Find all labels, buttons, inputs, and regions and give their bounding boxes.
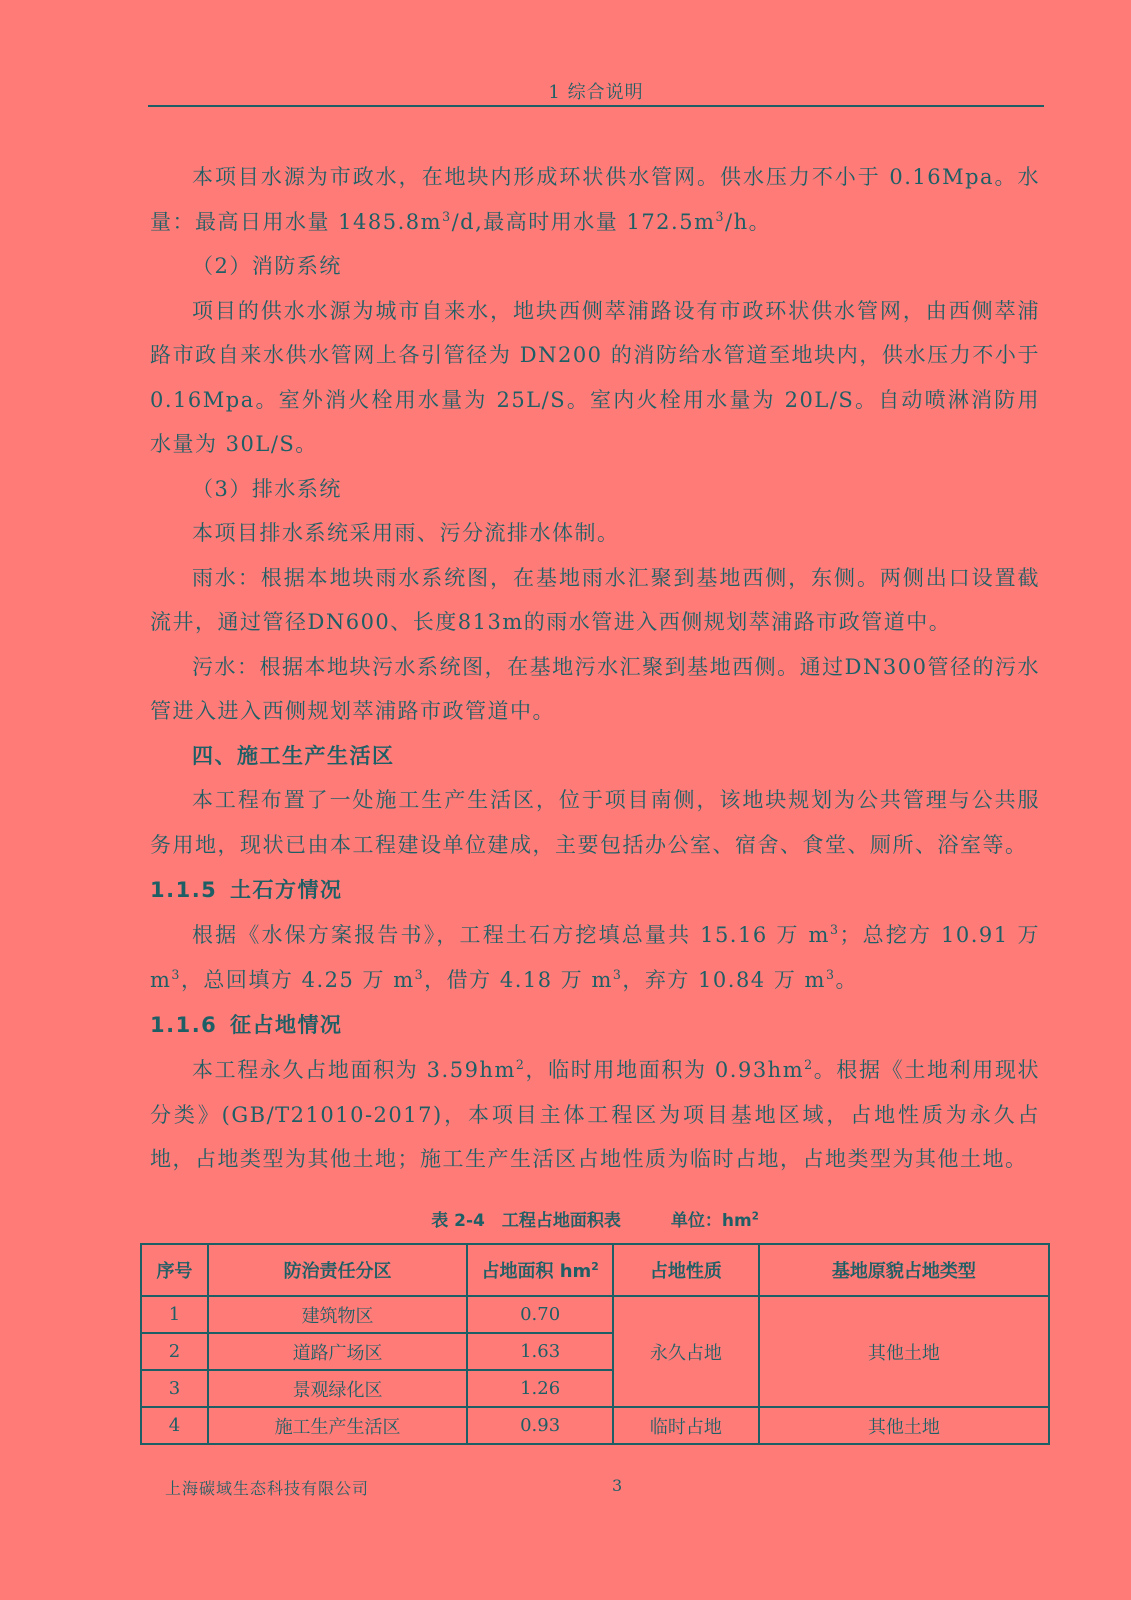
paragraph-sewage: 污水：根据本地块污水系统图，在基地污水汇聚到基地西侧。通过DN300管径的污水管进入进入西侧规划萃浦路市政管道中。 [150, 654, 1040, 723]
section-heading-1-1-6: 1.1.6 征占地情况 [150, 1013, 343, 1037]
cell-index: 3 [141, 1370, 208, 1407]
cell-area: 1.26 [467, 1370, 613, 1407]
running-header: 1 综合说明 [548, 82, 644, 103]
header-rule [148, 105, 1044, 107]
paragraph-rainwater: 雨水：根据本地块雨水系统图，在基地雨水汇聚到基地西侧，东侧。两侧出口设置截流井，通过管径DN600、长度813m的雨水管进入西侧规划萃浦路市政管道中。 [150, 565, 1040, 634]
header-land-type: 基地原貌占地类型 [759, 1244, 1049, 1296]
cell-index: 4 [141, 1407, 208, 1444]
section-heading-1-1-5: 1.1.5 土石方情况 [150, 878, 343, 902]
cell-land-type-permanent: 其他土地 [759, 1296, 1049, 1407]
cell-nature-permanent: 永久占地 [613, 1296, 759, 1407]
table-caption: 表 2-4 工程占地面积表 单位：$hm^2$ [431, 1211, 759, 1231]
heading-fire-system: （2）消防系统 [192, 254, 342, 278]
paragraph-earthwork: 根据《水保方案报告书》，工程土石方挖填总量共 15.16 万 $m^3$；总挖方 10.91 万 $m^3$，总回填方 4.25 万 $m^3$，借方 4.18 万 $m^3$，弃方 10.84 万 $m^3$。 [150, 922, 1040, 992]
cell-zone: 道路广场区 [208, 1333, 467, 1370]
cell-area: 1.63 [467, 1333, 613, 1370]
cell-zone: 建筑物区 [208, 1296, 467, 1333]
cell-area: 0.70 [467, 1296, 613, 1333]
paragraph-water-source: 本项目水源为市政水，在地块内形成环状供水管网。供水压力不小于 0.16Mpa。水量：最高日用水量 $1485.8m^3/d$,最高时用水量 $172.5m^3/h$。 [150, 165, 1040, 234]
header-area: 占地面积 $hm^2$ [467, 1244, 613, 1296]
cell-nature-temporary: 临时占地 [613, 1407, 759, 1444]
cell-land-type-temporary: 其他土地 [759, 1407, 1049, 1444]
table-row [141, 1407, 1049, 1444]
cell-zone: 景观绿化区 [208, 1370, 467, 1407]
header-index: 序号 [141, 1244, 208, 1296]
header-zone: 防治责任分区 [208, 1244, 467, 1296]
footer-company: 上海碳域生态科技有限公司 [165, 1479, 370, 1498]
document-body [150, 155, 1040, 1182]
table-row [141, 1296, 1049, 1333]
cell-zone: 施工生产生活区 [208, 1407, 467, 1444]
header-nature: 占地性质 [613, 1244, 759, 1296]
heading-drainage-system: （3）排水系统 [192, 476, 342, 501]
page-number: 3 [612, 1476, 623, 1495]
land-area-table [140, 1243, 1050, 1445]
heading-construction-camp: 四、施工生产生活区 [192, 743, 395, 768]
paragraph-construction-camp: 本工程布置了一处施工生产生活区，位于项目南侧，该地块规划为公共管理与公共服务用地，现状已由本工程建设单位建成，主要包括办公室、宿舍、食堂、厕所、浴室等。 [150, 788, 1040, 857]
paragraph-land-occupation: 本工程永久占地面积为 $3.59hm^2$，临时用地面积为 $0.93hm^2$。根据《土地利用现状分类》(GB/T21010-2017)，本项目主体工程区为项目基地区域，占地性质为永久占地，占地类型为其他土地；施工生产生活区占地性质为临时占地，占地类型为其他土地。 [150, 1057, 1041, 1171]
paragraph-drainage: 本项目排水系统采用雨、污分流排水体制。 [192, 521, 620, 545]
paragraph-fire-system: 项目的供水水源为城市自来水，地块西侧萃浦路设有市政环状供水管网，由西侧萃浦路市政自来水供水管网上各引管径为 DN200 的消防给水管道至地块内，供水压力不小于 0.16Mpa。室外消火栓用水量为 25L/S。室内火栓用水量为 20L/S。自动喷淋消防用水量为 30L/S。 [150, 298, 1040, 456]
cell-area: 0.93 [467, 1407, 613, 1444]
cell-index: 1 [141, 1296, 208, 1333]
cell-index: 2 [141, 1333, 208, 1370]
table-header-row [141, 1244, 1049, 1296]
